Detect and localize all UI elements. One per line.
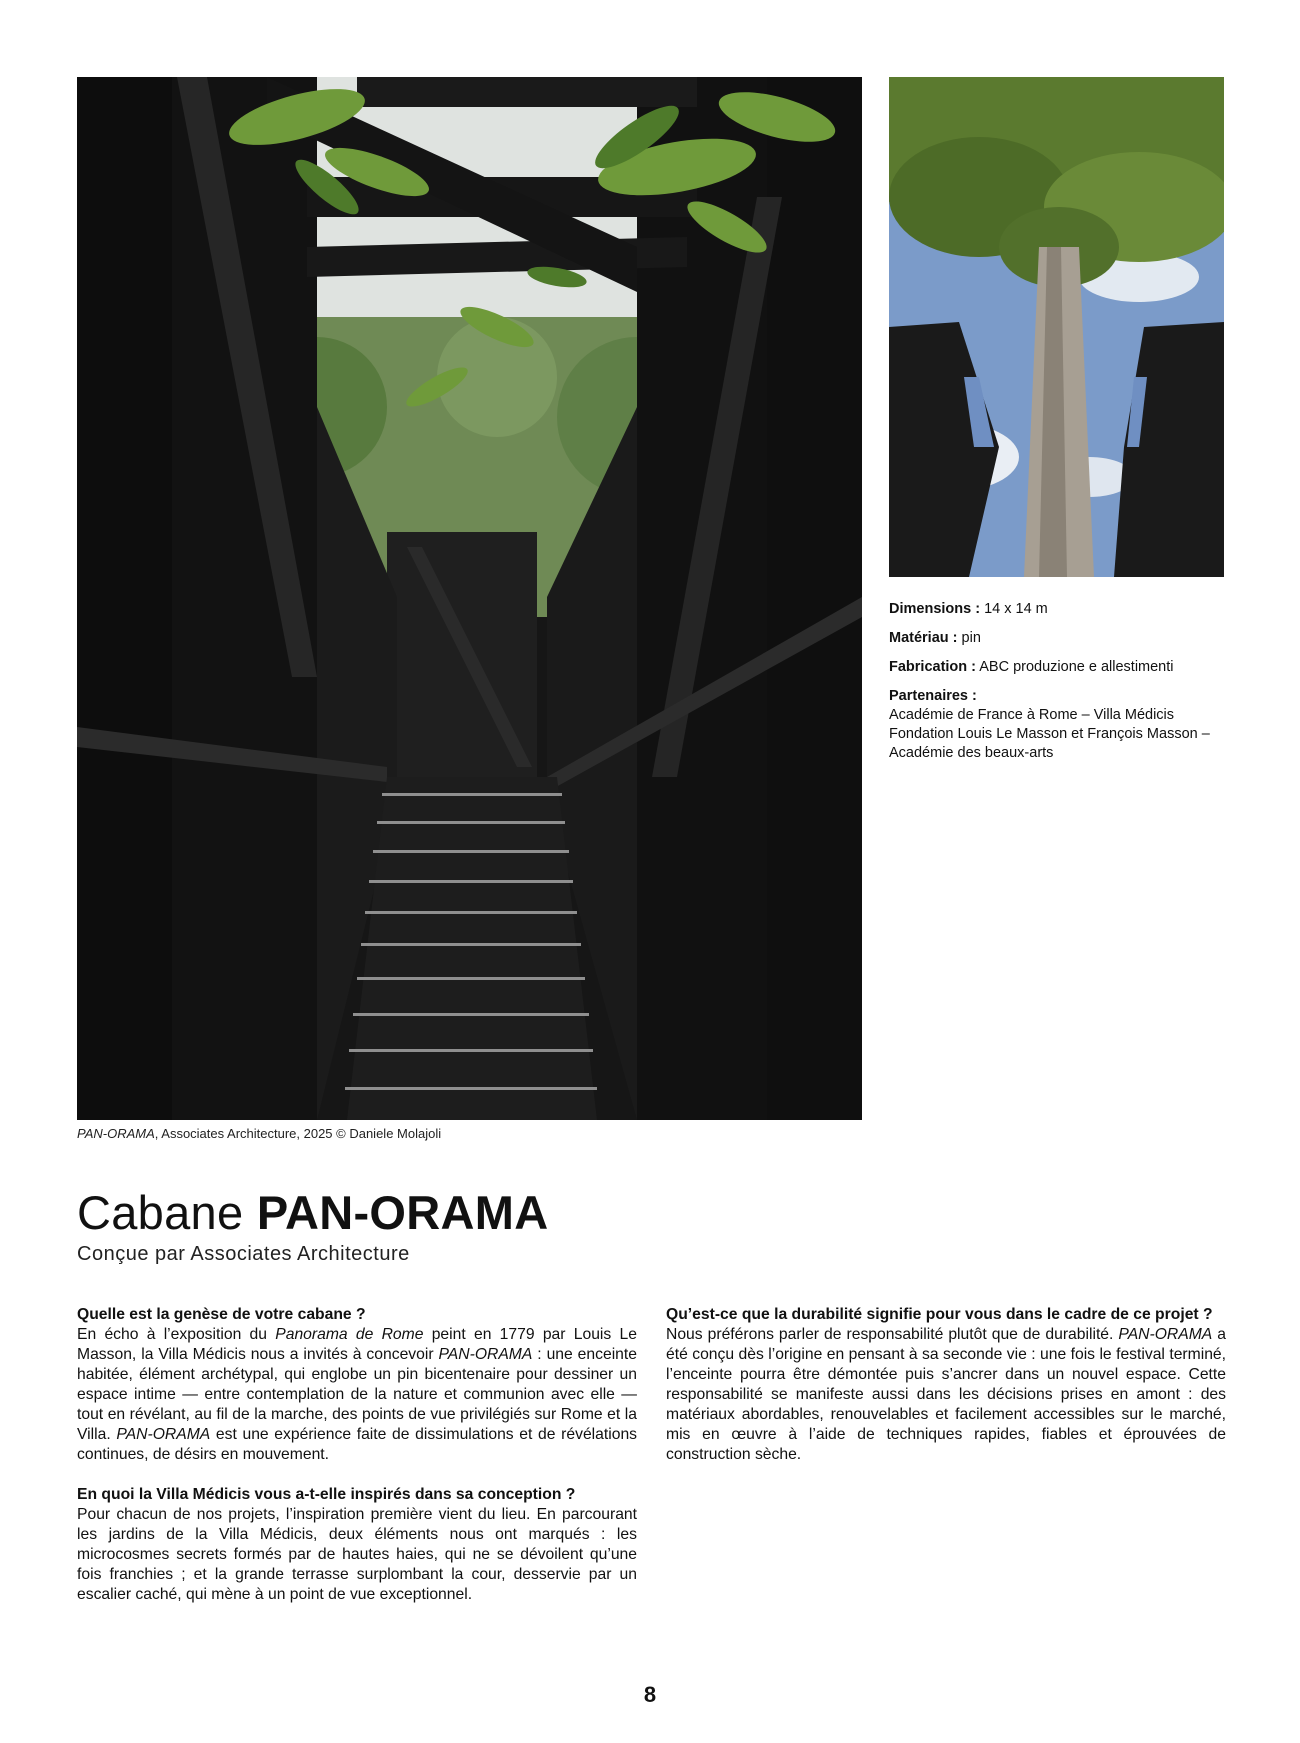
fabrication-value: ABC produzione e allestimenti [979,659,1174,675]
title-light: Cabane [77,1186,244,1239]
answer: En écho à l’exposition du Panorama de Rome peint en 1779 par Louis Le Masson, la Villa Médicis nous a invités à concevoir PAN-ORAMA : une enceinte habitée, élément archétypal, qui englobe un pin bicentenaire pour dessiner un espace intime — entre contemplation de la nature et communion avec elle — tout en révélant, au fil de la marche, des points de vue privilégiés sur Rome et la Villa. PAN-ORAMA est une expérience faite de dissimulations et de révélations continues, de désirs en mouvement. [77,1326,638,1463]
answer: Pour chacun de nos projets, l’inspiration première vient du lieu. En parcourant les jardins de la Villa Médicis, deux éléments nous ont marqués : les microcosmes secrets formés par de hautes haies, qui ne se dévoilent qu’une fois franchies ; et la grande terrasse surplombant la cour, desservie par un escalier caché, qui mène à un point de vue exceptionnel. [77,1506,637,1603]
photo-caption [77,1126,441,1141]
partner-item: Académie des beaux-arts [889,745,1054,761]
question: Qu’est-ce que la durabilité signifie pour vous dans le cadre de ce projet ? [666,1306,1213,1323]
caption-credit: , Associates Architecture, 2025 © Daniele Molajoli [154,1126,442,1141]
dimensions-value: 14 x 14 m [984,601,1048,617]
caption-title: PAN-ORAMA [77,1126,155,1141]
fabrication-label: Fabrication : [889,659,977,675]
dimensions-label: Dimensions : [889,601,981,617]
partner-item: Fondation Louis Le Masson et François Masson – [889,726,1210,742]
fact-material [889,629,1234,648]
page-subtitle: Conçue par Associates Architecture [77,1243,410,1265]
answer: Nous préférons parler de responsabilité plutôt que de durabilité. PAN-ORAMA a été conçu dès l’origine en pensant à sa seconde vie : une fois le festival terminé, l’enceinte pourra être démontée puis s’ancrer dans un nouvel espace. Cette responsabilité se manifeste aussi dans les décisions prises en amont : des matériaux abordables, renouvelables et facilement accessibles sur le marché, mis en œuvre à l’aide de techniques rapides, fiables et éprouvées de construction sèche. [666,1326,1226,1463]
fact-partners [889,687,1234,763]
partners-list [889,706,1234,763]
title-bold: PAN-ORAMA [256,1186,549,1239]
fact-fabrication [889,658,1234,677]
project-facts [889,600,1234,773]
question: En quoi la Villa Médicis vous a-t-elle inspirés dans sa conception ? [77,1486,576,1503]
main-photo [77,77,862,1120]
material-label: Matériau : [889,630,958,646]
material-value: pin [961,630,981,646]
partners-label: Partenaires : [889,688,977,704]
side-photo [889,77,1224,577]
page-number: 8 [643,1682,657,1707]
partner-item: Académie de France à Rome – Villa Médicis [889,707,1175,723]
page-title [77,1186,548,1240]
fact-dimensions [889,600,1234,619]
right-column [666,1305,1226,1465]
question: Quelle est la genèse de votre cabane ? [77,1306,366,1323]
left-column [77,1305,637,1605]
